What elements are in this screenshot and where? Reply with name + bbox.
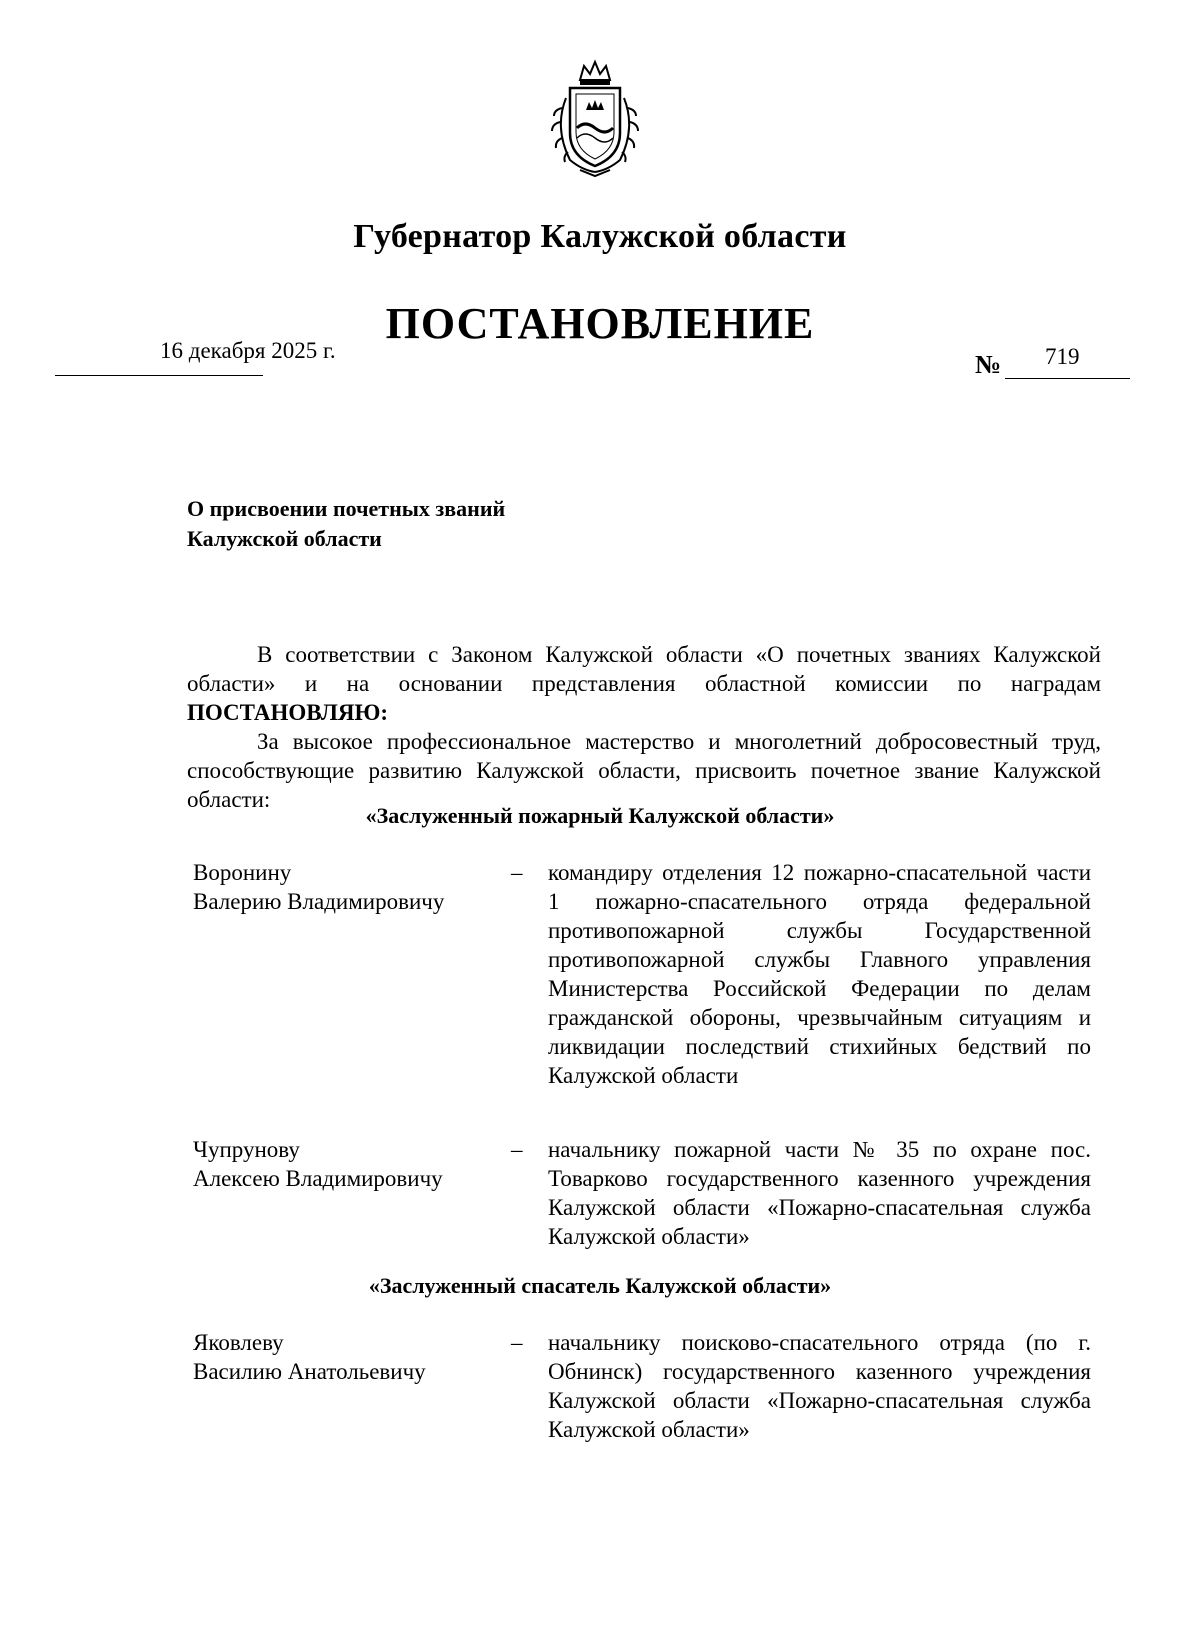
award-title: «Заслуженный спасатель Калужской области» [368,1273,832,1298]
preamble-text: В соответствии с Законом Калужской области «О почетных званиях Калужской области» и на основании представления областной комиссии по наградам [187,642,1101,696]
award-title: «Заслуженный пожарный Калужской области» [365,803,835,828]
document-date: 16 декабря 2025 г. [160,338,336,363]
coat-of-arms-icon [540,58,650,178]
preamble-paragraph [187,640,1101,727]
decree-word: ПОСТАНОВЛЯЮ: [187,700,389,725]
awardee-surname: Чупрунову [193,1137,300,1162]
subject-line-1: О присвоении почетных званий [187,496,506,521]
preamble [187,640,1101,814]
date-underline [55,375,263,376]
awardee-position: командиру отделения 12 пожарно-спасательной части 1 пожарно-спасательного отряда федеральной противопожарной службы Государственной противопожарной службы Главного управления Министерства Российской Федерации по делам гражданской обороны, чрезвычайным ситуациям и ликвидации последствий стихийных бедствий по Калужской области [548,860,1091,1088]
awardee-position: начальнику пожарной части № 35 по охране пос. Товарково государственного казенного учреждения Калужской области «Пожарно-спасательная служба Калужской области» [548,1137,1091,1249]
awardee-position: начальнику поисково-спасательного отряда (по г. Обнинск) государственного казенного учреждения Калужской области «Пожарно-спасательная служба Калужской области» [548,1330,1091,1442]
resolution-paragraph: За высокое профессиональное мастерство и многолетний добросовестный труд, способствующие развитию Калужской области, присвоить почетное звание Калужской области: [187,729,1101,812]
number-underline [1005,378,1130,379]
awardee-name [193,858,493,916]
entry-dash: – [511,1137,523,1162]
awardee-given-name: Алексею Владимировичу [193,1166,443,1191]
awardee-surname: Воронину [193,860,292,885]
document-subject [187,494,505,554]
entry-dash: – [511,1330,523,1355]
subject-line-2: Калужской области [187,526,382,551]
entry-dash: – [511,860,523,885]
document-number: 719 [1045,344,1080,369]
awardee-surname: Яковлеву [193,1330,284,1355]
issuing-authority: Губернатор Калужской области [353,218,847,255]
awardee-name [193,1328,493,1386]
awardee-given-name: Василию Анатольевичу [193,1359,426,1384]
number-sign: № [975,350,1002,379]
awardee-given-name: Валерию Владимировичу [193,889,445,914]
document-type-title: ПОСТАНОВЛЕНИЕ [385,299,815,348]
awardee-name [193,1135,493,1193]
